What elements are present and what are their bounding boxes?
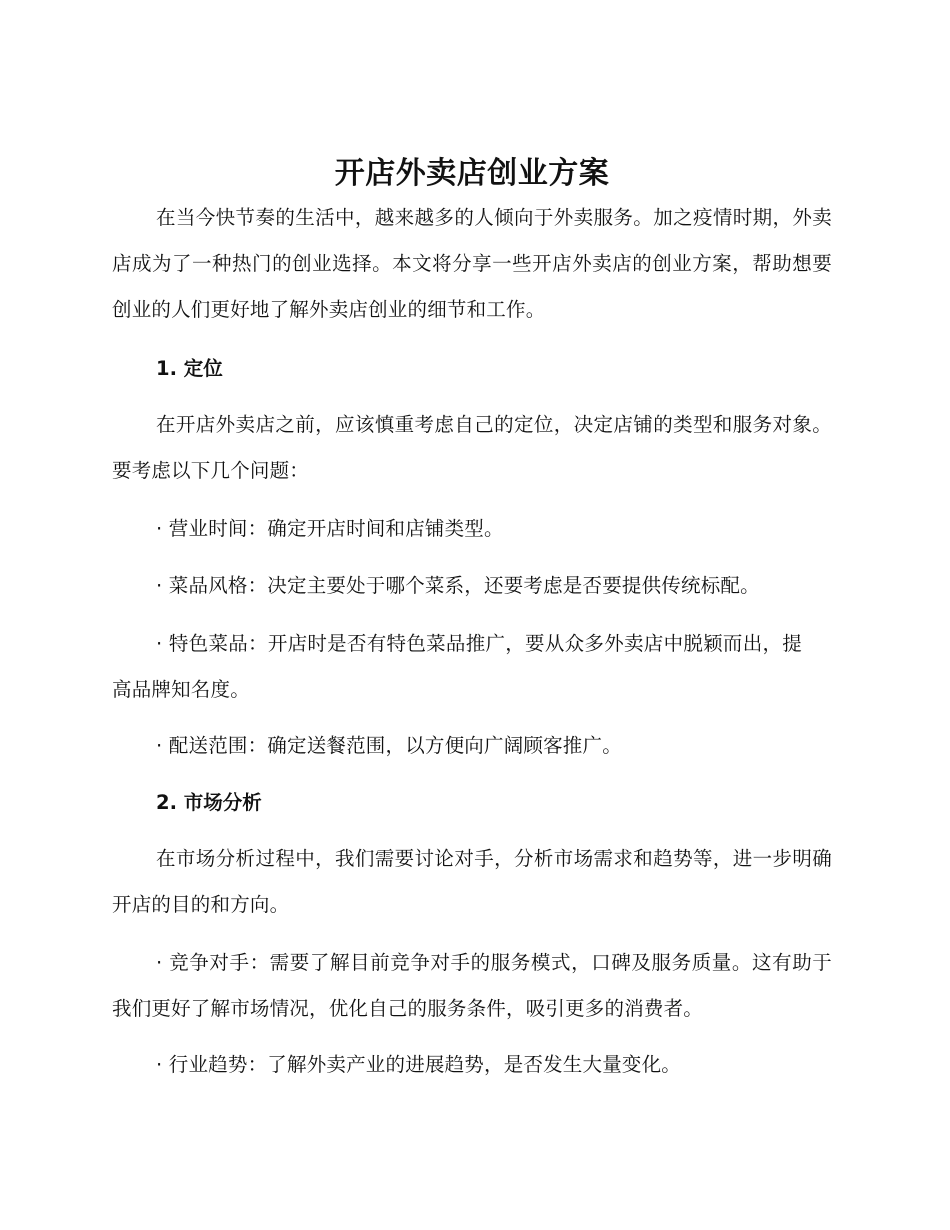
section-paragraph-market-analysis: 在市场分析过程中，我们需要讨论对手，分析市场需求和趋势等，进一步明确开店的目的和方向。: [112, 847, 832, 916]
intro-paragraph: 在当今快节奏的生活中，越来越多的人倾向于外卖服务。加之疫情时期，外卖店成为了一种热门的创业选择。本文将分享一些开店外卖店的创业方案，帮助想要创业的人们更好地了解外卖店创业的细节和工作。: [112, 206, 832, 321]
bullet-competitors: · 竞争对手：需要了解目前竞争对手的服务模式，口碑及服务质量。这有助于我们更好了解市场情况，优化自己的服务条件，吸引更多的消费者。: [112, 951, 832, 1020]
bullet-signature-dishes: · 特色菜品：开店时是否有特色菜品推广，要从众多外卖店中脱颖而出，提高品牌知名度。: [112, 632, 802, 701]
bullet-delivery-range: · 配送范围：确定送餐范围，以方便向广阔顾客推广。: [156, 734, 622, 757]
bullet-business-hours: · 营业时间：确定开店时间和店铺类型。: [156, 517, 504, 540]
bullet-industry-trends: · 行业趋势：了解外卖产业的进展趋势，是否发生大量变化。: [156, 1053, 681, 1076]
section-heading-positioning: 1. 定位: [156, 357, 223, 380]
document-title: 开店外卖店创业方案: [334, 156, 610, 191]
bullet-cuisine-style: · 菜品风格：决定主要处于哪个菜系，还要考虑是否要提供传统标配。: [156, 574, 760, 597]
section-paragraph-positioning: 在开店外卖店之前，应该慎重考虑自己的定位，决定店铺的类型和服务对象。要考虑以下几个问题：: [112, 413, 832, 482]
section-heading-market-analysis: 2. 市场分析: [156, 791, 262, 814]
